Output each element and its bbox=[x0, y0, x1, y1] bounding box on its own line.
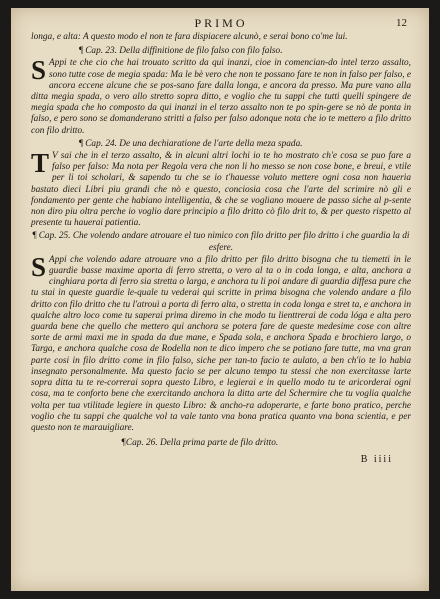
chapter-body-text: V sai che in el terzo assalto, & in alcuni altri lochi io te ho mostrato ch'e cosa se puo fare a falso per falso: Ma nota per Regola vera che non li ho messo se non cose bone, e breui, e vtile per li toi scholari, & sapendo tu che se io t'hauesse voluto mettere ogni cosa non haueria bastato dieci Libri piu grandi che nò e questo, conciosia cosa che l'arte del scrimire nò gli e fondamento per gente che habiano intelligentia, & che se vogliano mouere de passo siche al p-sente non diro piu oltra perche io voglio dare principio a filo dritto cò filo drit to, & per questo rispetto al presente tu hauerai patientia. bbox=[31, 151, 411, 229]
chapter-heading-text: Cap. 25. Che volendo andare atrouare el tuo nimico con filo dritto per filo dritto i che guardia la di esfere. bbox=[38, 231, 410, 253]
chapter-heading-25 bbox=[31, 231, 411, 253]
book-page bbox=[11, 8, 429, 591]
pilcrow-icon: ¶ bbox=[79, 46, 84, 57]
next-chapter-heading-text: Cap. 26. Della prima parte de filo dritto. bbox=[125, 438, 279, 449]
text-block bbox=[31, 16, 411, 466]
page-number: 12 bbox=[396, 17, 407, 29]
drop-cap: S bbox=[31, 55, 47, 86]
pilcrow-icon: ¶ bbox=[79, 138, 84, 149]
next-chapter-heading bbox=[31, 438, 411, 466]
pilcrow-icon: ¶ bbox=[32, 231, 37, 242]
drop-cap: S bbox=[31, 251, 47, 282]
chapter-body-24 bbox=[31, 148, 411, 229]
pilcrow-icon: ¶ bbox=[121, 438, 126, 449]
page-header bbox=[31, 18, 411, 32]
chapter-body-25 bbox=[31, 251, 411, 434]
chapter-body-text: Appi che volendo adare atrouare vno a filo dritto per filo dritto bisogna che tu tiemetti in le guardie basse maxime aporta di ferro stretta, o vero al ta o in coda longa, e alta, anchora a cinghiara porta di ferro sia stretta o larga, e anchora tu li poi andare di guardia diffesa pure che tu stai in queste guardie le-quale tu vederai qui scritte in prima bisogna che volendo andare a filo dritto con filo dritto che tu l'atrouì a porta di ferro alta, o stretta in coda longa e stret ta, e anchora in qualche altro loco come tu saperai prima diremo in che modo tu lienttrerai de coda lóga e alta pero guarda bene che quello che mettero qui anchora se potera fare de queste medesime cose con altre sorte de armi maxi me in spada da due mane, e Spada sola, e anchora Spada e brochiero largo, o Targa, e anchora qualche cosa de Rodella non te dico impero che se potiano fare tutte, ma vna gran parte cosi in filo dritto come in filo falso, siche per tan-to facio te aulato, a ben ch'io te lo habia insegnato personalmente. Ma questo facio se per alcuno tempo tu stessi che non exercitasse larte sopra ditta tu te re-correrai sopra questo Libro, e legierai e in quello modo tu te aricorderai ogni cosa, ma te conforto bene che exercitando anchora la ditta arte del Schermire che tu voglia qualche volta per tua vtilitade legiere in questo Libro: & ancho-ra adoperarte, e farte bono pratico, perche voglio che tu sappi che qualche vol ta vale tanto vna bona pratica quanto vna bona scientia, e per questo non te marauigliare. bbox=[31, 254, 411, 433]
chapter-heading-24 bbox=[31, 139, 411, 150]
drop-cap: T bbox=[31, 148, 50, 179]
chapter-body-text: Appi te che cio che hai trouato scritto da qui inanzi, cioe in comencian-do intel terzo assalto, sono tutte cose de megia spada: Ma le bè vero che non te possano fare te non in falso per falso, e ancora eccene alcune che se pos-sano fare dalla longa, e ancora da presso. Ma pure vano alla ditta megia spada, o vero allo stretto sopra ditto, e voglio che tu sappi che tutti quelli spingere de megia spada che ho composto da qui inanzi in el terzo assalto non te po spin-gere se nò de ponta in falso, e pero sono se domanderano stritti a falso per falso adonque nota che io te mettero a filo dritto con filo dritto. bbox=[31, 58, 411, 136]
intro-paragraph: longa, e alta: A questo modo el non te fara dispiacere alcunò, e serai bono co'me lui. bbox=[31, 32, 348, 42]
signature-mark: B iiii bbox=[360, 454, 393, 466]
chapter-heading-text: Cap. 24. De una dechiaratione de l'arte della meza spada. bbox=[85, 138, 303, 149]
chapter-heading-23 bbox=[31, 46, 411, 57]
running-head: PRIMO bbox=[194, 16, 248, 30]
chapter-heading-text: Cap. 23. Della diffinitione de filo falso con filo falso. bbox=[85, 46, 283, 57]
chapter-body-23 bbox=[31, 55, 411, 136]
